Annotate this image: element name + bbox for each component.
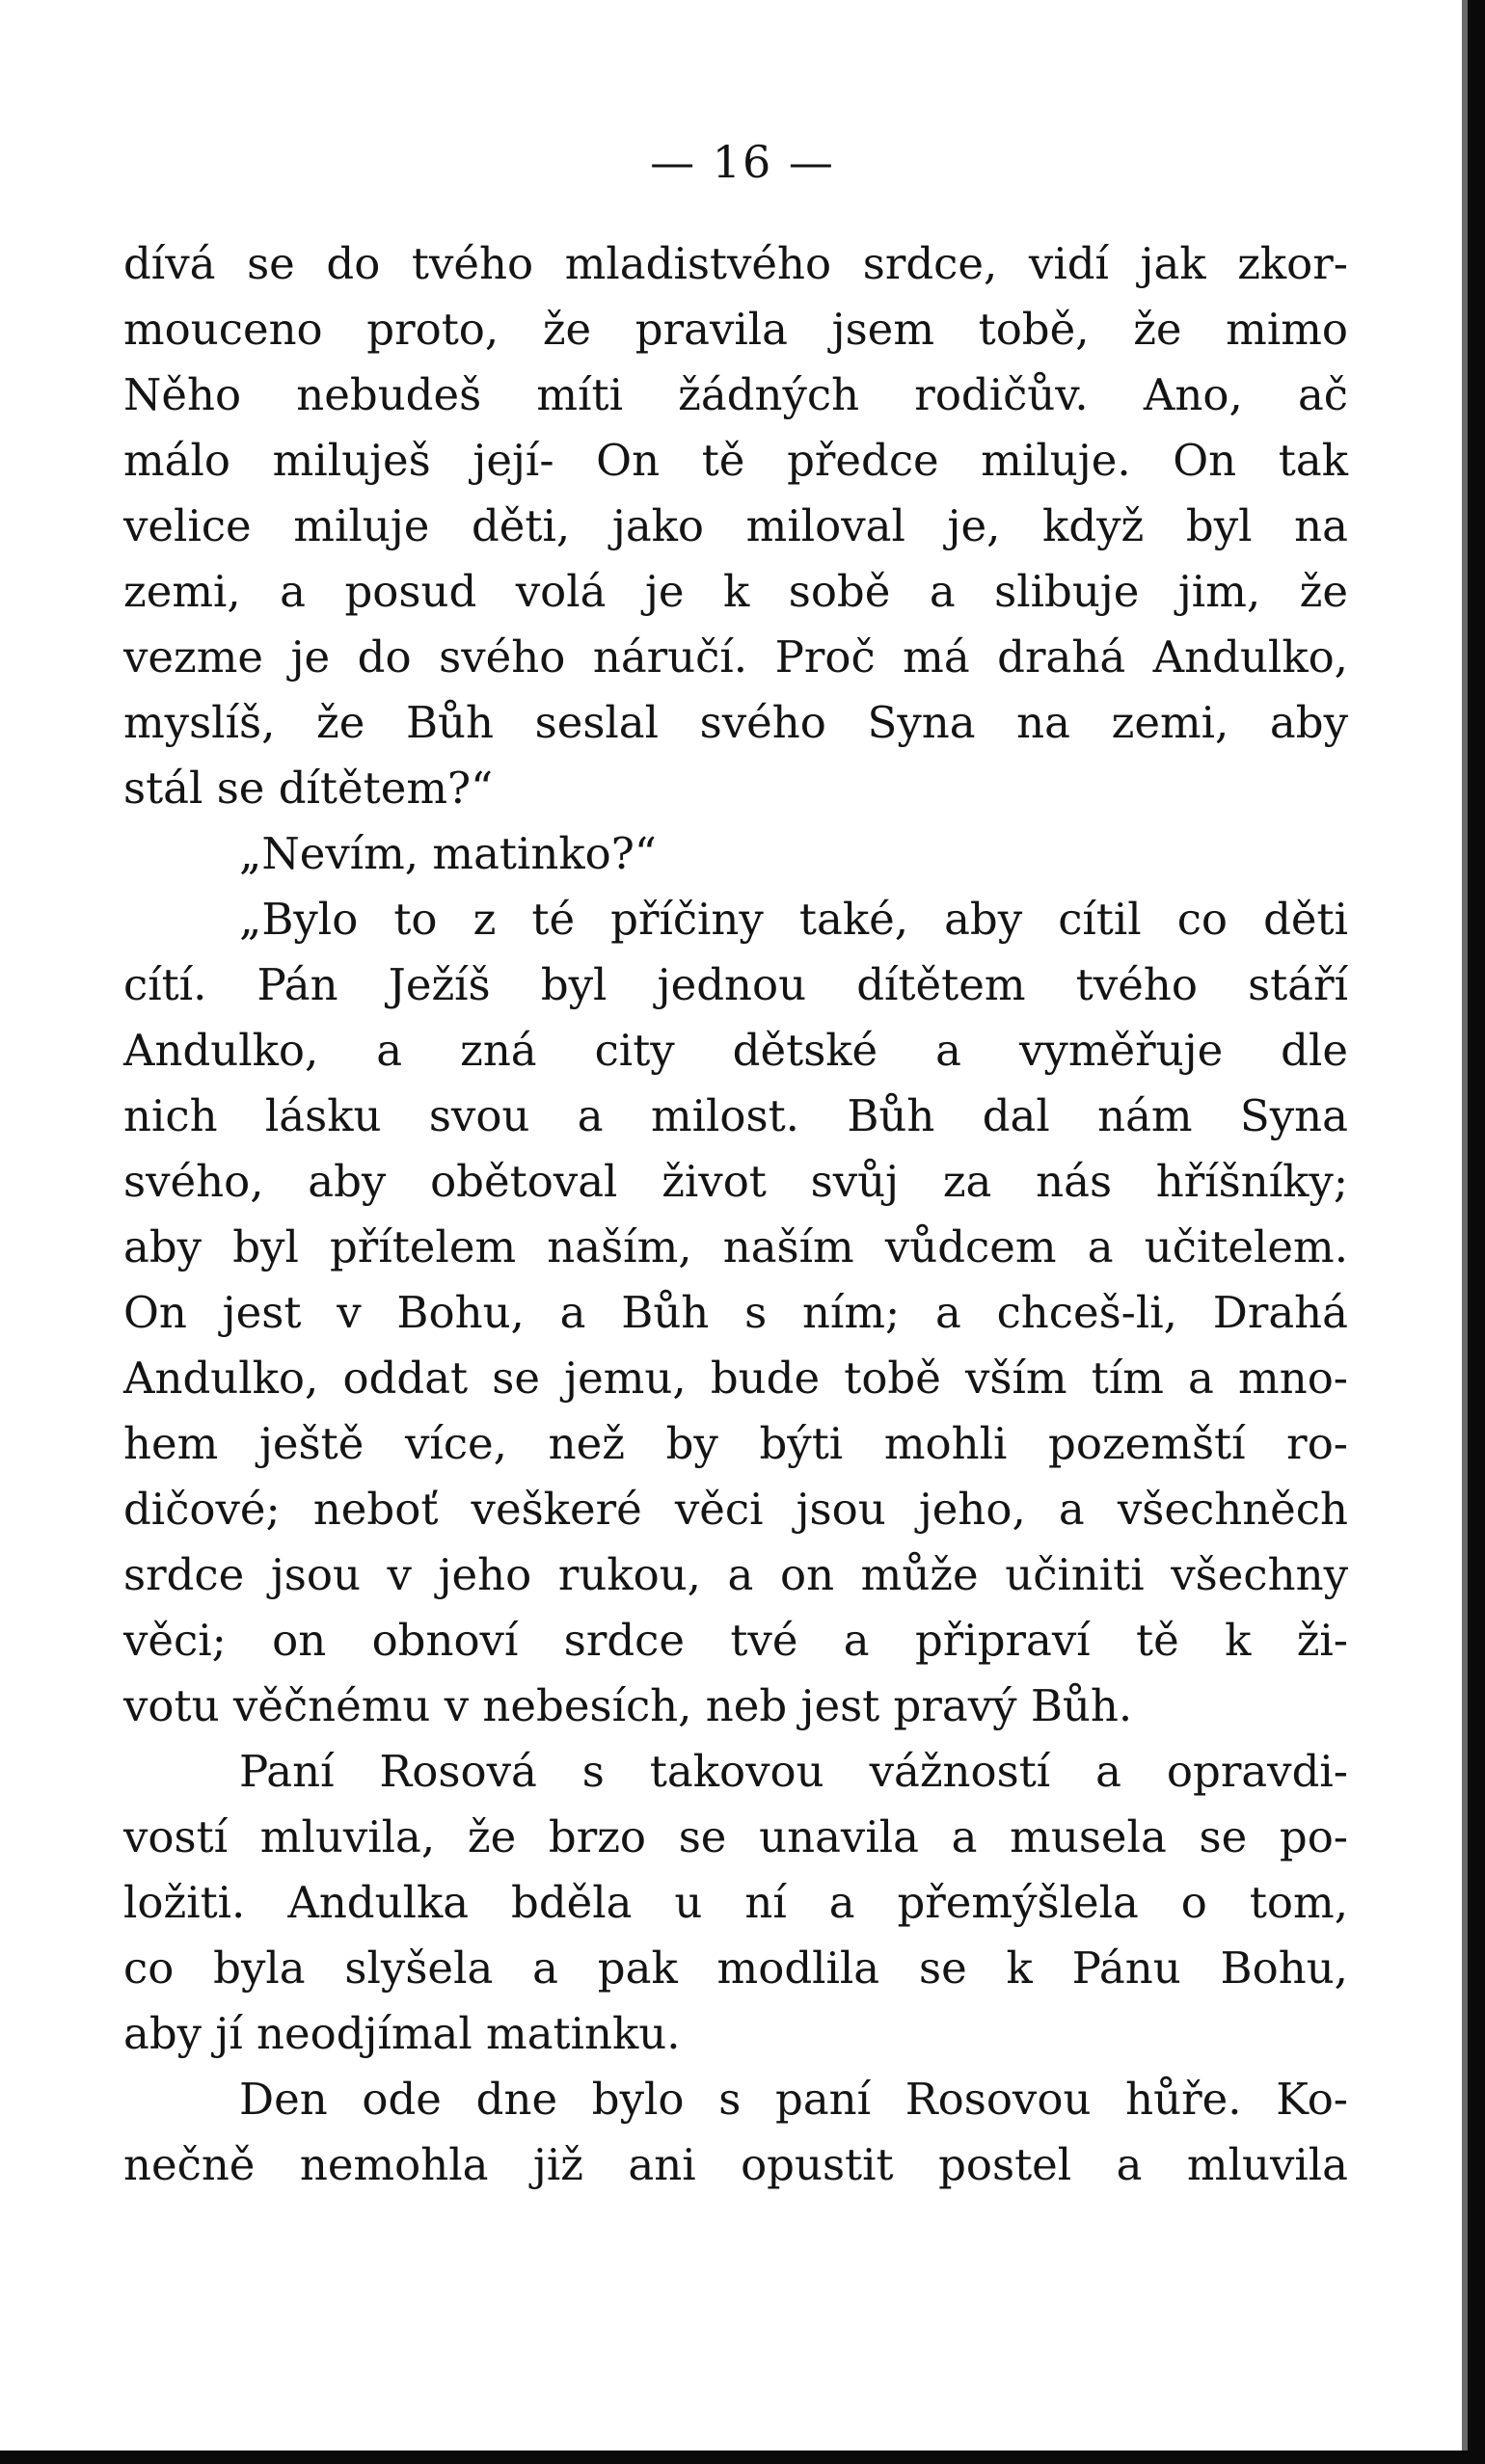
text-line: cítí. Pán Ježíš byl jednou dítětem tvého stáří xyxy=(123,959,1348,1010)
text-line: srdce jsou v jeho rukou, a on může učiniti všechny xyxy=(123,1549,1348,1600)
text-line: Něho nebudeš míti žádných rodičův. Ano, ač xyxy=(123,369,1348,420)
text-line: hem ještě více, než by býti mohli pozemští ro- xyxy=(123,1418,1348,1469)
page-number: — 16 — xyxy=(650,136,835,188)
text-line: velice miluje děti, jako miloval je, když byl na xyxy=(123,500,1348,551)
text-line: málo miluješ její- On tě předce miluje. On tak xyxy=(123,435,1348,486)
text-line: votu věčnému v nebesích, neb jest pravý Bůh. xyxy=(123,1680,1133,1731)
text-line: „Nevím, matinko?“ xyxy=(239,828,657,879)
text-line: mouceno proto, že pravila jsem tobě, že mimo xyxy=(123,304,1348,355)
text-line: aby byl přítelem naším, naším vůdcem a učitelem. xyxy=(123,1221,1348,1272)
text-line: On jest v Bohu, a Bůh s ním; a chceš-li, Drahá xyxy=(123,1287,1348,1338)
text-line: vostí mluvila, že brzo se unavila a musela se po- xyxy=(123,1811,1348,1862)
text-line: nečně nemohla již ani opustit postel a mluvila xyxy=(123,2139,1348,2190)
body-text xyxy=(123,231,1348,2198)
text-line: vezme je do svého náručí. Proč má drahá Andulko, xyxy=(123,631,1348,683)
text-line: dičové; neboť veškeré věci jsou jeho, a všechněch xyxy=(123,1484,1348,1535)
text-line: Den ode dne bylo s paní Rosovou hůře. Ko- xyxy=(239,2074,1348,2125)
text-line: zemi, a posud volá je k sobě a slibuje jim, že xyxy=(123,566,1348,617)
text-line: Andulko, a zná city dětské a vyměřuje dle xyxy=(123,1025,1348,1076)
text-line: svého, aby obětoval život svůj za nás hříšníky; xyxy=(123,1156,1348,1207)
text-line: dívá se do tvého mladistvého srdce, vidí jak zkor- xyxy=(123,238,1348,289)
page-edge-bottom xyxy=(0,2451,1485,2464)
page-edge-right xyxy=(1468,0,1485,2464)
text-line: aby jí neodjímal matinku. xyxy=(123,2008,681,2059)
text-line: nich lásku svou a milost. Bůh dal nám Syna xyxy=(123,1090,1348,1141)
text-line: „Bylo to z té příčiny také, aby cítil co děti xyxy=(239,894,1348,945)
text-line: stál se dítětem?“ xyxy=(123,763,494,814)
text-line: co byla slyšela a pak modlila se k Pánu Bohu, xyxy=(123,1942,1348,1994)
text-line: ložiti. Andulka bděla u ní a přemýšlela o tom, xyxy=(123,1877,1348,1928)
text-line: věci; on obnoví srdce tvé a připraví tě k ži- xyxy=(123,1615,1348,1666)
text-line: myslíš, že Bůh seslal svého Syna na zemi, aby xyxy=(123,697,1348,748)
text-line: Paní Rosová s takovou vážností a opravdi- xyxy=(239,1746,1348,1797)
text-line: Andulko, oddat se jemu, bude tobě vším tím a mno- xyxy=(123,1353,1348,1404)
